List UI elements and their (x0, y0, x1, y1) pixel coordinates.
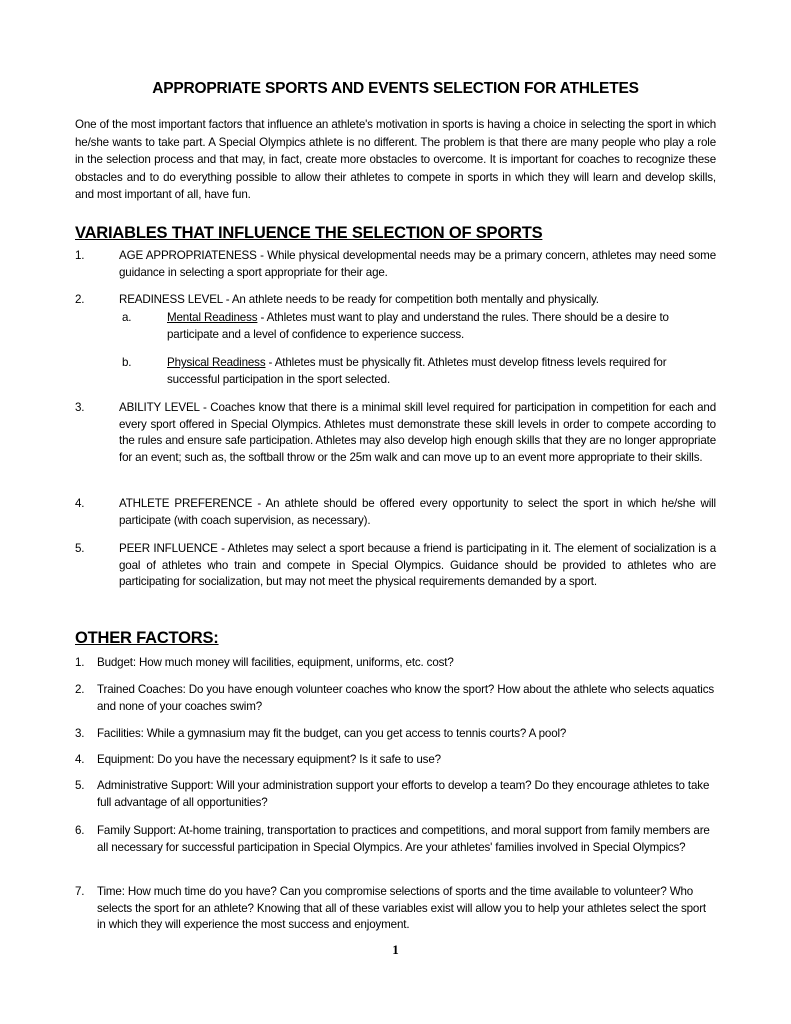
subitem-text (167, 355, 716, 388)
subitem-description: - Athletes must want to play and understand the rules. There should be a desire to participate and a level of confidence to experience success. (167, 311, 669, 341)
item-number: 6. (75, 824, 85, 837)
item-text: Administrative Support: Will your administration support your efforts to develop a team? Do they encourage athletes to take full advantage of all opportunities? (97, 779, 710, 809)
item-text: Family Support: At-home training, transportation to practices and competitions, and moral support from family members are all necessary for successful participation in Special Olympics. Are your athletes' families involved in Special Olympics? (97, 824, 710, 854)
item-text: Equipment: Do you have the necessary equipment? Is it safe to use? (97, 753, 441, 766)
item-number: 7. (75, 885, 85, 898)
item-number: 2. (75, 293, 85, 306)
item-number: 1. (75, 249, 85, 262)
subitem-letter: a. (122, 311, 132, 324)
intro-paragraph: One of the most important factors that influence an athlete's motivation in sports is having a choice in selecting the sport in which he/she wants to take part. A Special Olympics athlete is no different. The problem is that there are many people who play a role in the selection process and that may, in fact, create more obstacles to overcome. It is important for coaches to recognize these obstacles and to do everything possible to allow their athletes to compete in sports in which they will learn and develop skills, and most important of all, have fun. (75, 118, 716, 202)
subitem-letter: b. (122, 356, 132, 369)
variables-heading: VARIABLES THAT INFLUENCE THE SELECTION OF SPORTS (75, 224, 543, 242)
item-number: 1. (75, 656, 85, 669)
item-text: Trained Coaches: Do you have enough volunteer coaches who know the sport? How about the athlete who selects aquatics and none of your coaches swim? (97, 683, 714, 713)
subitem-text (167, 310, 716, 343)
item-text: READINESS LEVEL - An athlete needs to be ready for competition both mentally and physically. (119, 293, 599, 306)
other-factors-heading: OTHER FACTORS: (75, 629, 219, 647)
item-text: Time: How much time do you have? Can you compromise selections of sports and the time available to volunteer? Who selects the sport for an athlete? Knowing that all of these variables exist will allow you to help your athletes select the sport in which they will experience the most success and enjoyment. (97, 885, 706, 932)
item-number: 5. (75, 542, 85, 555)
item-text: ATHLETE PREFERENCE - An athlete should be offered every opportunity to select the sport in which he/she will participate (with coach supervision, as necessary). (119, 497, 716, 527)
subitem-term: Mental Readiness (167, 311, 258, 324)
document-title: APPROPRIATE SPORTS AND EVENTS SELECTION FOR ATHLETES (152, 80, 639, 97)
item-number: 2. (75, 683, 85, 696)
item-text: Facilities: While a gymnasium may fit the budget, can you get access to tennis courts? A pool? (97, 727, 567, 740)
item-text: AGE APPROPRIATENESS - While physical developmental needs may be a primary concern, athletes may need some guidance in selecting a sport appropriate for their age. (119, 249, 716, 279)
item-number: 5. (75, 779, 85, 792)
item-number: 4. (75, 753, 85, 766)
subitem-description: - Athletes must be physically fit. Athletes must develop fitness levels required for successful participation in the sport selected. (167, 356, 667, 386)
item-number: 4. (75, 497, 85, 510)
item-number: 3. (75, 727, 85, 740)
item-text: PEER INFLUENCE - Athletes may select a sport because a friend is participating in it. The element of socialization is a goal of athletes who train and compete in Special Olympics. Guidance should be provided to athletes who are participating for socialization, but may not meet the physical requirements demanded by a sport. (119, 542, 716, 589)
item-text: ABILITY LEVEL - Coaches know that there is a minimal skill level required for participation in competition for each and every sport offered in Special Olympics. Athletes must demonstrate these skill levels in order to compete according to the rules and ensure safe participation. Athletes may also develop high enough skills that they are no longer appropriate for an event; such as, the softball throw or the 25m walk and can move up to an event more appropriate to their skills. (119, 401, 716, 464)
item-text: Budget: How much money will facilities, equipment, uniforms, etc. cost? (97, 656, 454, 669)
page-number: 1 (392, 942, 399, 957)
item-number: 3. (75, 401, 85, 414)
subitem-term: Physical Readiness (167, 356, 266, 369)
